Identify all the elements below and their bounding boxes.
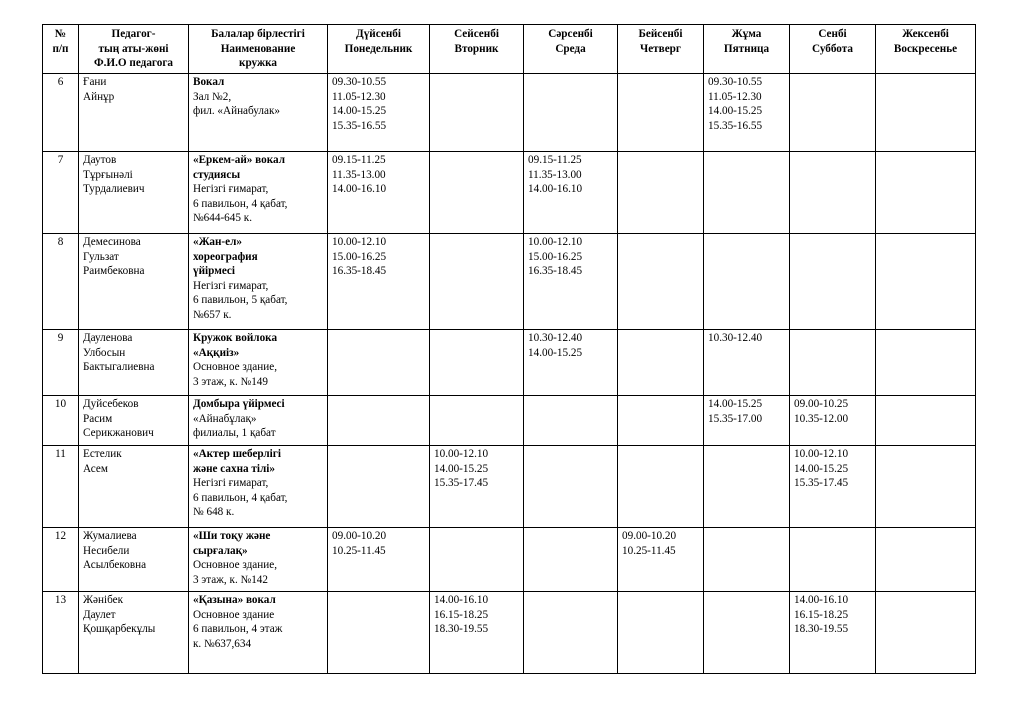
teacher-name-line: Даутов (83, 154, 117, 166)
club-title-line: «Ши тоқу және (193, 530, 271, 542)
schedule-cell (524, 446, 618, 528)
club-detail-line: 6 павильон, 4 қабат, (193, 491, 288, 504)
header-day-line: Дүйсенбі (356, 28, 401, 40)
time-slot-line: 16.15-18.25 (434, 608, 489, 621)
club-title-line: сырғалақ» (193, 544, 248, 557)
row-number: 12 (43, 528, 79, 592)
club-detail-line: Негізгі ғимарат, (193, 477, 269, 490)
club-title-line: «Жан-ел» (193, 236, 242, 248)
header-day (790, 25, 876, 74)
teacher-name-line: Гульзат (83, 250, 119, 263)
header-day-line: Бейсенбі (638, 28, 683, 40)
schedule-cell (876, 330, 976, 396)
club-detail-line: 6 павильон, 4 қабат, (193, 197, 288, 210)
header-teacher (79, 25, 189, 74)
time-slot-line: 10.00-12.10 (434, 448, 489, 460)
teacher-name (79, 152, 189, 234)
club-title-line: үйірмесі (193, 265, 235, 278)
schedule-cell (618, 152, 704, 234)
club-detail-line: № 648 к. (193, 506, 235, 519)
schedule-cell (790, 446, 876, 528)
schedule-cell (328, 396, 430, 446)
time-slot-line: 14.00-15.25 (528, 346, 583, 359)
time-slot-line: 16.15-18.25 (794, 608, 849, 621)
teacher-name-line: Бактыгалиевна (83, 361, 155, 374)
schedule-cell (430, 74, 524, 152)
teacher-name-line: Дауленова (83, 332, 133, 344)
header-day-line: Понедельник (344, 42, 413, 55)
time-slot-line: 14.00-15.25 (708, 398, 763, 410)
time-slot-line: 11.35-13.00 (332, 168, 386, 181)
time-slot-line: 10.00-12.10 (528, 236, 583, 248)
time-slot-line: 14.00-16.10 (434, 594, 489, 606)
teacher-name-line: Турдалиевич (83, 183, 145, 196)
teacher-name (79, 330, 189, 396)
time-slot-line: 14.00-15.25 (708, 105, 763, 118)
header-day-line: Вторник (454, 42, 499, 55)
time-slot-line: 10.00-12.10 (332, 236, 387, 248)
teacher-name-line: Жәнібек (83, 594, 124, 606)
schedule-cell (328, 528, 430, 592)
time-slot-line: 10.00-12.10 (794, 448, 849, 460)
club-detail-line: Зал №2, (193, 90, 232, 103)
header-day (328, 25, 430, 74)
time-slot-line: 14.00-15.25 (794, 462, 849, 475)
schedule-cell (618, 74, 704, 152)
club-info (189, 396, 328, 446)
time-slot-line: 15.35-17.45 (794, 477, 849, 490)
schedule-cell (524, 396, 618, 446)
club-detail-line: 6 павильон, 5 қабат, (193, 294, 288, 307)
row-number: 11 (43, 446, 79, 528)
header-day-line: Сәрсенбі (548, 28, 593, 40)
schedule-cell (876, 528, 976, 592)
schedule-cell (790, 528, 876, 592)
schedule-cell (430, 528, 524, 592)
schedule-cell (328, 592, 430, 674)
teacher-name-line: Расим (83, 412, 113, 425)
header-teacher-line: тың аты-жөні (98, 42, 169, 55)
teacher-name-line: Раимбековна (83, 265, 145, 278)
time-slot-line: 15.35-16.55 (708, 119, 763, 132)
club-detail-line: Основное здание (193, 608, 275, 621)
club-title-line: Вокал (193, 76, 225, 88)
teacher-name-line: Даулет (83, 608, 116, 621)
club-title-line: «Актер шеберлігі (193, 448, 281, 460)
table-header (43, 25, 976, 74)
club-detail-line: Основное здание, (193, 361, 277, 374)
club-info (189, 152, 328, 234)
schedule-cell (430, 330, 524, 396)
schedule-cell (430, 446, 524, 528)
schedule-cell (704, 330, 790, 396)
teacher-name-line: Асылбековна (83, 559, 147, 572)
club-title-line: студиясы (193, 168, 241, 181)
time-slot-line: 09.00-10.25 (794, 398, 849, 410)
time-slot-line: 10.30-12.40 (528, 332, 583, 344)
schedule-cell (328, 74, 430, 152)
time-slot-line: 09.15-11.25 (332, 154, 386, 166)
club-detail-line: филиалы, 1 қабат (193, 427, 276, 440)
schedule-cell (328, 446, 430, 528)
schedule-cell (328, 330, 430, 396)
teacher-name-line: Айнұр (83, 90, 115, 103)
time-slot-line: 16.35-18.45 (332, 265, 387, 278)
teacher-name (79, 74, 189, 152)
header-day-line: Воскресенье (893, 42, 958, 55)
club-detail-line: №657 к. (193, 308, 232, 321)
table-row (43, 74, 976, 152)
schedule-cell (618, 446, 704, 528)
header-day-line: Жұма (731, 28, 762, 40)
table-row (43, 592, 976, 674)
header-day (524, 25, 618, 74)
club-info (189, 74, 328, 152)
header-day (618, 25, 704, 74)
teacher-name (79, 592, 189, 674)
club-info (189, 330, 328, 396)
schedule-cell (618, 330, 704, 396)
time-slot-line: 10.25-11.45 (332, 544, 386, 557)
schedule-cell (876, 74, 976, 152)
schedule-cell (704, 528, 790, 592)
header-day-line: Сейсенбі (454, 28, 499, 40)
time-slot-line: 15.00-16.25 (332, 250, 387, 263)
time-slot-line: 10.25-11.45 (622, 544, 676, 557)
header-day-line: Жексенбі (902, 28, 949, 40)
header-day-line: Пятница (723, 42, 770, 55)
time-slot-line: 09.30-10.55 (332, 76, 387, 88)
club-title-line: «Қазына» вокал (193, 594, 276, 606)
schedule-cell (524, 592, 618, 674)
schedule-cell (704, 396, 790, 446)
schedule-cell (704, 592, 790, 674)
teacher-name-line: Жумалиева (83, 530, 137, 542)
header-day-line: Сенбі (818, 28, 847, 40)
teacher-name-line: Асем (83, 462, 108, 475)
schedule-cell (524, 330, 618, 396)
teacher-name (79, 396, 189, 446)
header-teacher-line: Ф.И.О педагога (94, 57, 173, 70)
header-day (430, 25, 524, 74)
club-detail-line: 3 этаж, к. №149 (193, 375, 268, 388)
header-teacher-line: Педагог- (111, 28, 156, 40)
table-row (43, 152, 976, 234)
row-number: 10 (43, 396, 79, 446)
club-title-line: «Еркем-ай» вокал (193, 154, 285, 166)
time-slot-line: 11.05-12.30 (708, 90, 762, 103)
schedule-cell (618, 396, 704, 446)
schedule-cell (790, 396, 876, 446)
time-slot-line: 14.00-16.10 (332, 183, 387, 196)
schedule-cell (430, 592, 524, 674)
header-day-line: Четверг (640, 42, 681, 55)
header-day (876, 25, 976, 74)
header-day-line: Среда (555, 42, 586, 55)
table-row (43, 396, 976, 446)
teacher-name-line: Тұрғынәлі (83, 168, 133, 181)
schedule-cell (524, 152, 618, 234)
club-info (189, 528, 328, 592)
club-title-line: Кружок войлока (193, 332, 278, 344)
row-number: 6 (43, 74, 79, 152)
teacher-name-line: Несибели (83, 544, 130, 557)
club-title-line: және сахна тілі» (193, 462, 275, 475)
schedule-cell (430, 152, 524, 234)
schedule-cell (876, 446, 976, 528)
time-slot-line: 11.05-12.30 (332, 90, 386, 103)
schedule-cell (790, 234, 876, 330)
schedule-cell (790, 152, 876, 234)
club-info (189, 446, 328, 528)
time-slot-line: 14.00-16.10 (528, 183, 583, 196)
header-club (189, 25, 328, 74)
club-title-line: хореография (193, 250, 258, 263)
time-slot-line: 14.00-15.25 (434, 462, 489, 475)
club-detail-line: Негізгі ғимарат, (193, 279, 269, 292)
time-slot-line: 09.15-11.25 (528, 154, 582, 166)
header-day (704, 25, 790, 74)
row-number: 9 (43, 330, 79, 396)
time-slot-line: 15.00-16.25 (528, 250, 583, 263)
club-title-line: «Аққиіз» (193, 346, 240, 359)
teacher-name-line: Естелик (83, 448, 122, 460)
teacher-name (79, 528, 189, 592)
schedule-cell (618, 234, 704, 330)
time-slot-line: 09.30-10.55 (708, 76, 763, 88)
time-slot-line: 15.35-17.00 (708, 412, 763, 425)
club-title-line: Домбыра үйірмесі (193, 398, 285, 410)
schedule-cell (524, 528, 618, 592)
time-slot-line: 16.35-18.45 (528, 265, 583, 278)
teacher-name (79, 234, 189, 330)
schedule-cell (618, 528, 704, 592)
time-slot-line: 18.30-19.55 (434, 623, 489, 636)
header-club-line: Балалар бірлестігі (211, 28, 305, 40)
schedule-cell (876, 234, 976, 330)
time-slot-line: 09.00-10.20 (332, 530, 387, 542)
header-num (43, 25, 79, 74)
schedule-cell (790, 74, 876, 152)
schedule-cell (430, 234, 524, 330)
club-detail-line: Основное здание, (193, 559, 277, 572)
table-row (43, 234, 976, 330)
club-detail-line: №644-645 к. (193, 212, 252, 225)
club-detail-line: Негізгі ғимарат, (193, 183, 269, 196)
schedule-cell (876, 592, 976, 674)
club-info (189, 234, 328, 330)
schedule-cell (618, 592, 704, 674)
row-number: 13 (43, 592, 79, 674)
time-slot-line: 15.35-16.55 (332, 119, 387, 132)
schedule-cell (790, 330, 876, 396)
time-slot-line: 10.35-12.00 (794, 412, 849, 425)
schedule-cell (524, 74, 618, 152)
teacher-name-line: Ғани (83, 76, 107, 88)
schedule-cell (328, 152, 430, 234)
schedule-cell (876, 396, 976, 446)
schedule-cell (328, 234, 430, 330)
table-body (43, 74, 976, 674)
time-slot-line: 15.35-17.45 (434, 477, 489, 490)
time-slot-line: 10.30-12.40 (708, 332, 763, 344)
time-slot-line: 14.00-15.25 (332, 105, 387, 118)
time-slot-line: 18.30-19.55 (794, 623, 849, 636)
row-number: 7 (43, 152, 79, 234)
teacher-name-line: Қошқарбекұлы (83, 623, 156, 636)
schedule-cell (524, 234, 618, 330)
schedule-cell (704, 234, 790, 330)
header-day-line: Суббота (812, 42, 853, 55)
schedule-cell (704, 152, 790, 234)
table-row (43, 330, 976, 396)
club-detail-line: 6 павильон, 4 этаж (193, 623, 283, 636)
table-row (43, 446, 976, 528)
teacher-name-line: Серикжанович (83, 427, 154, 440)
schedule-cell (876, 152, 976, 234)
time-slot-line: 14.00-16.10 (794, 594, 849, 606)
time-slot-line: 11.35-13.00 (528, 168, 582, 181)
schedule-cell (430, 396, 524, 446)
header-row (43, 25, 976, 74)
header-num-line: п/п (52, 42, 69, 55)
header-club-line: Наименование (220, 42, 296, 55)
schedule-table (42, 24, 976, 674)
club-detail-line: «Айнабұлақ» (193, 412, 257, 425)
club-info (189, 592, 328, 674)
club-detail-line: фил. «Айнабулак» (193, 105, 280, 118)
header-num-line: № (54, 28, 67, 40)
schedule-cell (704, 74, 790, 152)
schedule-cell (790, 592, 876, 674)
schedule-cell (704, 446, 790, 528)
club-detail-line: к. №637,634 (193, 637, 252, 650)
teacher-name-line: Дуйсебеков (83, 398, 139, 410)
table-row (43, 528, 976, 592)
club-detail-line: 3 этаж, к. №142 (193, 573, 268, 586)
time-slot-line: 09.00-10.20 (622, 530, 677, 542)
teacher-name (79, 446, 189, 528)
teacher-name-line: Демесинова (83, 236, 141, 248)
teacher-name-line: Улбосын (83, 346, 126, 359)
row-number: 8 (43, 234, 79, 330)
header-club-line: кружка (239, 57, 277, 70)
